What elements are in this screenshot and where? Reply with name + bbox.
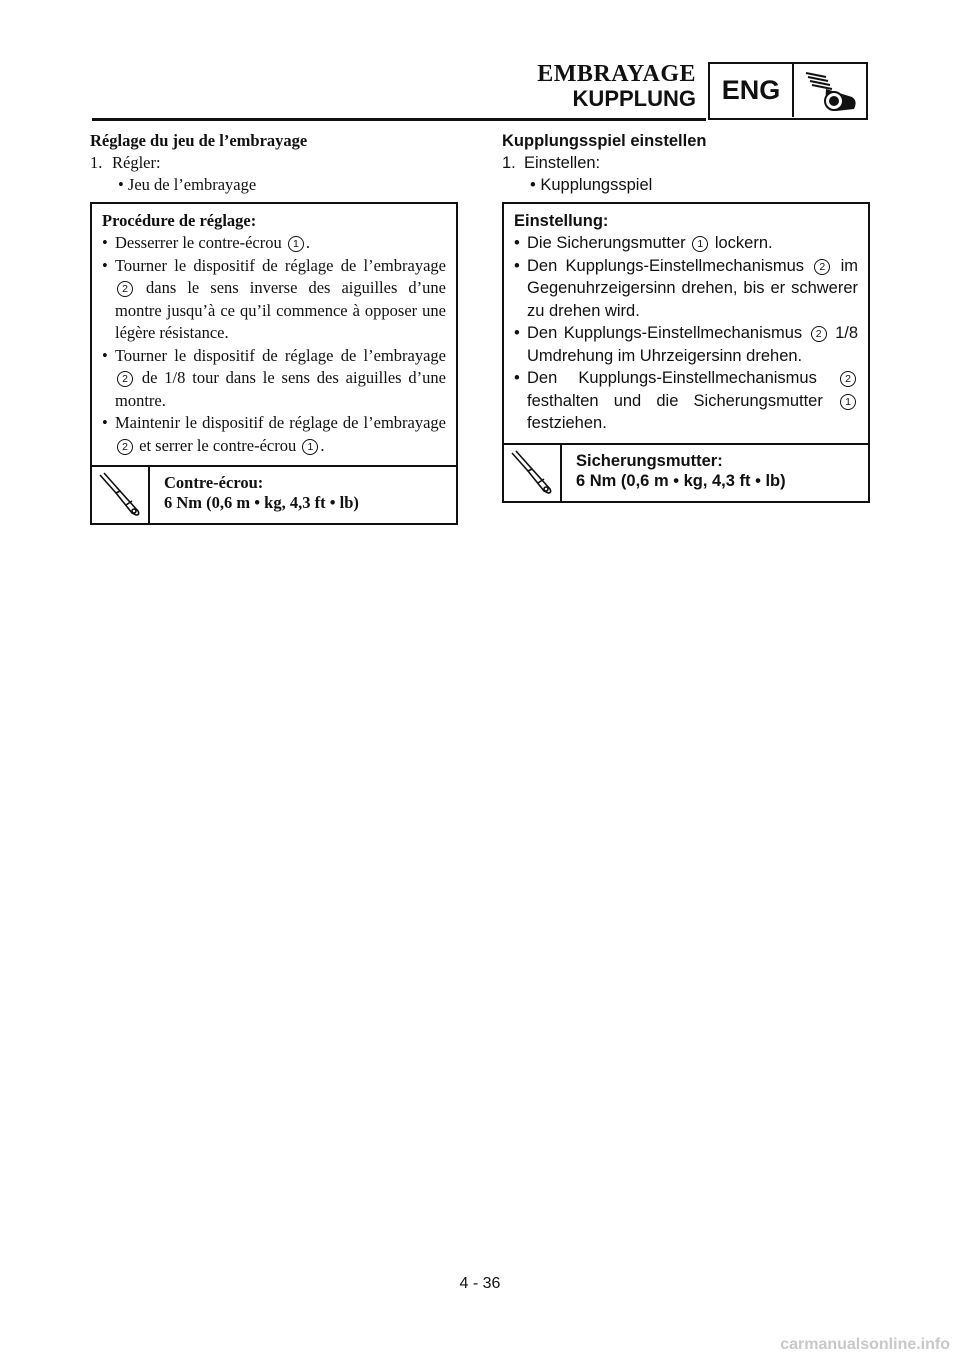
french-procedure-box — [90, 202, 458, 525]
french-section-title: Réglage du jeu de l’embrayage — [90, 131, 308, 150]
callout-number: 2 — [814, 259, 830, 275]
torque-label: Sicherungsmutter: — [576, 451, 723, 470]
torque-value: 6 Nm (0,6 m • kg, 4,3 ft • lb) — [164, 493, 359, 512]
callout-number: 1 — [840, 394, 856, 410]
page-number: 4 - 36 — [459, 1275, 501, 1292]
callout-number: 2 — [811, 326, 827, 342]
german-column — [502, 130, 870, 503]
procedure-bullet: • Den Kupplungs-Einstellmechanismus 2 festhalten und die Sicherungsmutter 1 festziehen. — [514, 367, 858, 435]
german-procedure-box — [502, 202, 870, 503]
french-step-1 — [90, 152, 458, 174]
german-sub-bullet: • Kupplungsspiel — [530, 176, 653, 194]
french-torque-spec — [92, 465, 456, 523]
german-section-title: Kupplungsspiel einstellen — [502, 132, 707, 150]
procedure-title: Einstellung: — [514, 212, 609, 230]
procedure-title: Procédure de réglage: — [102, 211, 257, 230]
german-torque-spec — [504, 443, 868, 501]
callout-number: 2 — [117, 281, 133, 297]
callout-number: 2 — [117, 439, 133, 455]
header-rule — [92, 118, 706, 121]
german-step-1 — [502, 152, 870, 174]
callout-number: 1 — [692, 236, 708, 252]
torque-wrench-icon — [92, 467, 150, 523]
procedure-bullet: • Tourner le dispositif de réglage de l’embrayage 2 de 1/8 tour dans le sens des aiguilles d’une montre. — [102, 345, 446, 410]
callout-number: 1 — [302, 439, 318, 455]
eng-badge-label: ENG — [710, 64, 794, 117]
footer-watermark: carmanualsonline.info — [780, 1336, 950, 1353]
torque-label: Contre-écrou: — [164, 473, 264, 492]
procedure-bullet: • Den Kupplungs-Einstellmechanismus 2 im Gegenuhrzeigersinn drehen, bis er schwerer zu drehen wird. — [514, 256, 858, 320]
procedure-bullet: • Tourner le dispositif de réglage de l’embrayage 2 dans le sens inverse des aiguilles d’une montre jusqu’à ce qu’il commence à opposer une légère résistance. — [102, 255, 446, 342]
eng-badge — [708, 62, 868, 120]
french-sub-bullet: • Jeu de l’embrayage — [118, 175, 257, 194]
procedure-bullet: • Desserrer le contre-écrou 1 . — [102, 233, 310, 252]
callout-number: 2 — [840, 371, 856, 387]
section-title-french: EMBRAYAGE — [537, 61, 696, 87]
section-title-german: KUPPLUNG — [572, 86, 696, 111]
step-label: Régler: — [112, 153, 161, 172]
engine-piston-icon — [796, 67, 864, 115]
step-number: 1. — [502, 154, 516, 172]
procedure-bullet: • Die Sicherungsmutter 1 lockern. — [514, 234, 773, 252]
french-column — [90, 130, 458, 525]
step-number: 1. — [90, 153, 103, 172]
procedure-bullet: • Maintenir le dispositif de réglage de l’embrayage 2 et serrer le contre-écrou 1 . — [102, 413, 446, 455]
callout-number: 1 — [288, 236, 304, 252]
torque-value: 6 Nm (0,6 m • kg, 4,3 ft • lb) — [576, 471, 786, 490]
torque-wrench-icon — [504, 445, 562, 501]
callout-number: 2 — [117, 371, 133, 387]
step-label: Einstellen: — [524, 154, 601, 172]
procedure-bullet: • Den Kupplungs-Einstellmechanismus 2 1/8 Umdrehung im Uhrzeigersinn drehen. — [514, 324, 859, 365]
